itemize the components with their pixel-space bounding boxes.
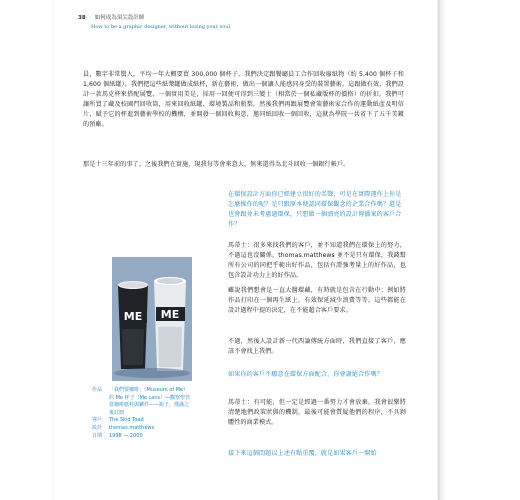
caption-row-design (92, 425, 192, 433)
interview-answer-2: 雖說我們想會是一直大醫環藏，有時就是包含在行動中；例如將作品打印在一個再生紙上，有效保延減少浪費等等。這些都能在設計過程中提的決定，在不能超合客戶要求。 (228, 287, 406, 314)
caption-value: The Skid Toad (109, 417, 144, 424)
body-paragraph-1: 員，數字非常驚人，平均一年大概要買 300,000 個杯子。我們決定跟餐廳員工合作回收廢紙物（約 5,400 個杯子和 1,600 個紙罐）。我們把這些紙漿罐做成紙杯，新在藝術，做出一個讓人能感同身受的裝置藝術。這跟做有效，我們設計一款馬克杯來搭配展覽，一個實用美是，採用一回便可得到三變士（相當於一個私藏版杯的價格）的折扣。我們可讓所買了藏及校園門回收筒，用來回收紙罐、環境製品和瓶梨。然後我們再跟展覽會策藝術家合作的運動紙產及明信片，賦予它的杯進到藝術學校的機構，並開發一個回收與意，邀同紙回收一個回收，這就為學院一共省下了五千美鍍的預廠。 (83, 71, 404, 128)
caption-row-client (92, 417, 192, 425)
interview-question-2: 如果你的客戶不願意在環保方面配合，你會謝絕合作嗎？ (228, 371, 383, 378)
cups-photo (112, 257, 192, 381)
caption-value: 1998 — 2000 (109, 432, 143, 439)
left-cup-label: ME (123, 310, 143, 323)
cups-illustration (112, 257, 192, 381)
caption-row-date (92, 433, 192, 441)
photo-caption (92, 387, 192, 440)
page-edge (438, 0, 520, 500)
page-number: 38 (78, 15, 86, 21)
interview-answer-3: 不過，然後人設計新一代西論傳統方面時，我們直接了客戶，應該不會找上我們。 (228, 338, 406, 355)
running-header (78, 4, 378, 30)
caption-key: 日期 (92, 432, 103, 439)
header-title-zh: 如何成為頂尖設計師 (94, 15, 145, 21)
caption-value: thomas.matthews (109, 424, 155, 431)
right-cup-label: ME (160, 308, 180, 321)
body-paragraph-2: 那是十三年前的事了。之後我們在實施，現我每等會來意大，無來還得為北斗回收一個銀行帳戶。 (83, 161, 350, 168)
header-title-en: How to be a graphic designer, without losing your soul (91, 24, 231, 30)
interview-question-3: 接下來這個問題以上述有點重覆，就是如果客戶一開始 (228, 450, 377, 457)
caption-key: 設計 (92, 424, 103, 431)
caption-key: 客戶 (92, 417, 103, 424)
caption-row-title (92, 387, 192, 417)
interview-answer-1: 馬蒂士：很多來找我們的客戶，並不知道我們在環保上的努力，不過這也沒關係。thomas.matthews 並不是只有環保，我錢幫所有公司的同把乎範出好作品，包括有證強考量上的好作品，也包含設計功力上的好作品。 (228, 242, 406, 279)
interview-question-1: 在環保設計方面你已經建立很好的名聲，可是在實際運作上你是怎麼操作的呢？是只跟原本便認同環保觀念的企業合作嗎？還是也會跟並未考慮過環保，只想做一個漂亮的設計傳播案的客戶合作？ (228, 191, 402, 228)
caption-key: 作品 (92, 387, 103, 393)
caption-value: 「我們要咖啡」（Museum of Me）的 Me 杯子（Me.cans）—觀察學管當咖啡紙杯與罐件——瓶子，僅滿之後註冊 (109, 387, 191, 416)
interview-answer-4: 馬蒂士：有可能，但一定是經過一番努力才會放棄。我會很樂將清楚地們政策狀與的機制，最後可能會質疑他們的程序，不具剝體性的商業模式。 (228, 399, 406, 426)
